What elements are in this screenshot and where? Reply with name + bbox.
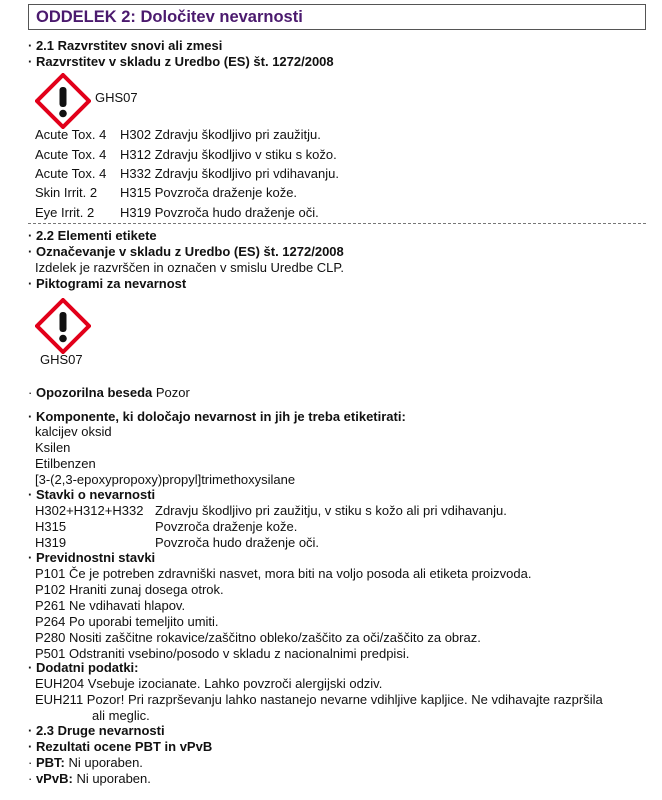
hazard-code: H315: [35, 519, 67, 534]
s23-heading-line: · 2.3 Druge nevarnosti: [28, 723, 165, 738]
classification-class: Acute Tox. 4: [35, 127, 107, 142]
pictograms-heading-line: · Piktogrami za nevarnost: [28, 276, 187, 291]
vpvb-value: Ni uporaben.: [76, 771, 151, 786]
classification-statement: H302 Zdravju škodljivo pri zaužitju.: [120, 127, 321, 142]
classification-statement: H315 Povzroča draženje kože.: [120, 185, 298, 200]
component-item: [3-(2,3-epoxypropoxy)propyl]trimethoxysilane: [35, 472, 296, 487]
pbt-label: PBT:: [35, 755, 65, 770]
s21-sub: Razvrstitev v skladu z Uredbo (ES) št. 1272/2008: [35, 54, 334, 69]
component-item: Ksilen: [35, 440, 71, 455]
components-heading: Komponente, ki določajo nevarnost in jih je treba etiketirati:: [35, 409, 406, 424]
hazard-text: Povzroča hudo draženje oči.: [155, 535, 320, 550]
precaution-item: P102 Hraniti zunaj dosega otrok.: [35, 582, 224, 597]
precaution-item: P280 Nositi zaščitne rokavice/zaščitno obleko/zaščito za oči/zaščito za obraz.: [35, 630, 481, 645]
component-item: kalcijev oksid: [35, 424, 112, 439]
component-item: Etilbenzen: [35, 456, 96, 471]
pbt-heading-line: · Rezultati ocene PBT in vPvB: [28, 739, 213, 754]
precaution-item: P264 Po uporabi temeljito umiti.: [35, 614, 219, 629]
ghs07-exclamation-icon: [35, 73, 91, 129]
section-header: [28, 4, 646, 30]
classification-statement: H332 Zdravju škodljivo pri vdihavanju.: [120, 166, 339, 181]
additional-item-continued: ali meglic.: [92, 708, 150, 723]
hazard-text: Zdravju škodljivo pri zaužitju, v stiku s kožo ali pri vdihavanju.: [155, 503, 507, 518]
classification-class: Acute Tox. 4: [35, 147, 107, 162]
s22-heading: 2.2 Elementi etikete: [35, 228, 157, 243]
vpvb-label: vPvB:: [35, 771, 73, 786]
additional-heading: Dodatni podatki:: [35, 660, 139, 675]
ghs07-exclamation-icon: [35, 298, 91, 354]
s22-sub-line: · Označevanje v skladu z Uredbo (ES) št. 1272/2008: [28, 244, 344, 259]
s21-heading-line: · 2.1 Razvrstitev snovi ali zmesi: [28, 38, 223, 53]
pbt-line: · PBT: Ni uporaben.: [28, 755, 143, 770]
precaution-item: P261 Ne vdihavati hlapov.: [35, 598, 186, 613]
section-divider: [28, 223, 646, 224]
s21-sub-line: · Razvrstitev v skladu z Uredbo (ES) št. 1272/2008: [28, 54, 334, 69]
classification-class: Acute Tox. 4: [35, 166, 107, 181]
classification-statement: H312 Zdravju škodljivo v stiku s kožo.: [120, 147, 337, 162]
s21-pictogram-label: GHS07: [95, 90, 138, 105]
additional-item: EUH204 Vsebuje izocianate. Lahko povzroči alergijski odziv.: [35, 676, 383, 691]
s23-heading: 2.3 Druge nevarnosti: [35, 723, 165, 738]
hazard-heading-line: · Stavki o nevarnosti: [28, 487, 156, 502]
s22-pictogram-label: GHS07: [40, 352, 83, 367]
additional-item: EUH211 Pozor! Pri razprševanju lahko nastanejo nevarne vdihljive kapljice. Ne vdihavajte razpršila: [35, 692, 603, 707]
pictograms-heading: Piktogrami za nevarnost: [35, 276, 187, 291]
precaution-item: P101 Če je potreben zdravniški nasvet, mora biti na voljo posoda ali etiketa proizvoda.: [35, 566, 532, 581]
precaution-heading-line: · Previdnostni stavki: [28, 550, 156, 565]
s21-heading: 2.1 Razvrstitev snovi ali zmesi: [35, 38, 223, 53]
signal-word-line: · Opozorilna beseda Pozor: [28, 385, 190, 400]
s22-heading-line: · 2.2 Elementi etikete: [28, 228, 157, 243]
s22-note: Izdelek je razvrščen in označen v smislu Uredbe CLP.: [35, 260, 345, 275]
additional-heading-line: · Dodatni podatki:: [28, 660, 139, 675]
pbt-value: Ni uporaben.: [68, 755, 143, 770]
classification-class: Eye Irrit. 2: [35, 205, 95, 220]
components-heading-line: · Komponente, ki določajo nevarnost in jih je treba etiketirati:: [28, 409, 406, 424]
signal-word-label: Opozorilna beseda: [35, 385, 153, 400]
hazard-heading: Stavki o nevarnosti: [35, 487, 156, 502]
precaution-heading: Previdnostni stavki: [35, 550, 156, 565]
classification-statement: H319 Povzroča hudo draženje oči.: [120, 205, 319, 220]
hazard-code: H302+H312+H332: [35, 503, 144, 518]
classification-class: Skin Irrit. 2: [35, 185, 98, 200]
hazard-code: H319: [35, 535, 67, 550]
s22-sub: Označevanje v skladu z Uredbo (ES) št. 1272/2008: [35, 244, 344, 259]
pbt-heading: Rezultati ocene PBT in vPvB: [35, 739, 213, 754]
signal-word-value: Pozor: [155, 385, 190, 400]
vpvb-line: · vPvB: Ni uporaben.: [28, 771, 151, 786]
hazard-text: Povzroča draženje kože.: [155, 519, 298, 534]
section-title: ODDELEK 2: Določitev nevarnosti: [36, 8, 303, 26]
precaution-item: P501 Odstraniti vsebino/posodo v skladu z nacionalnimi predpisi.: [35, 646, 410, 661]
